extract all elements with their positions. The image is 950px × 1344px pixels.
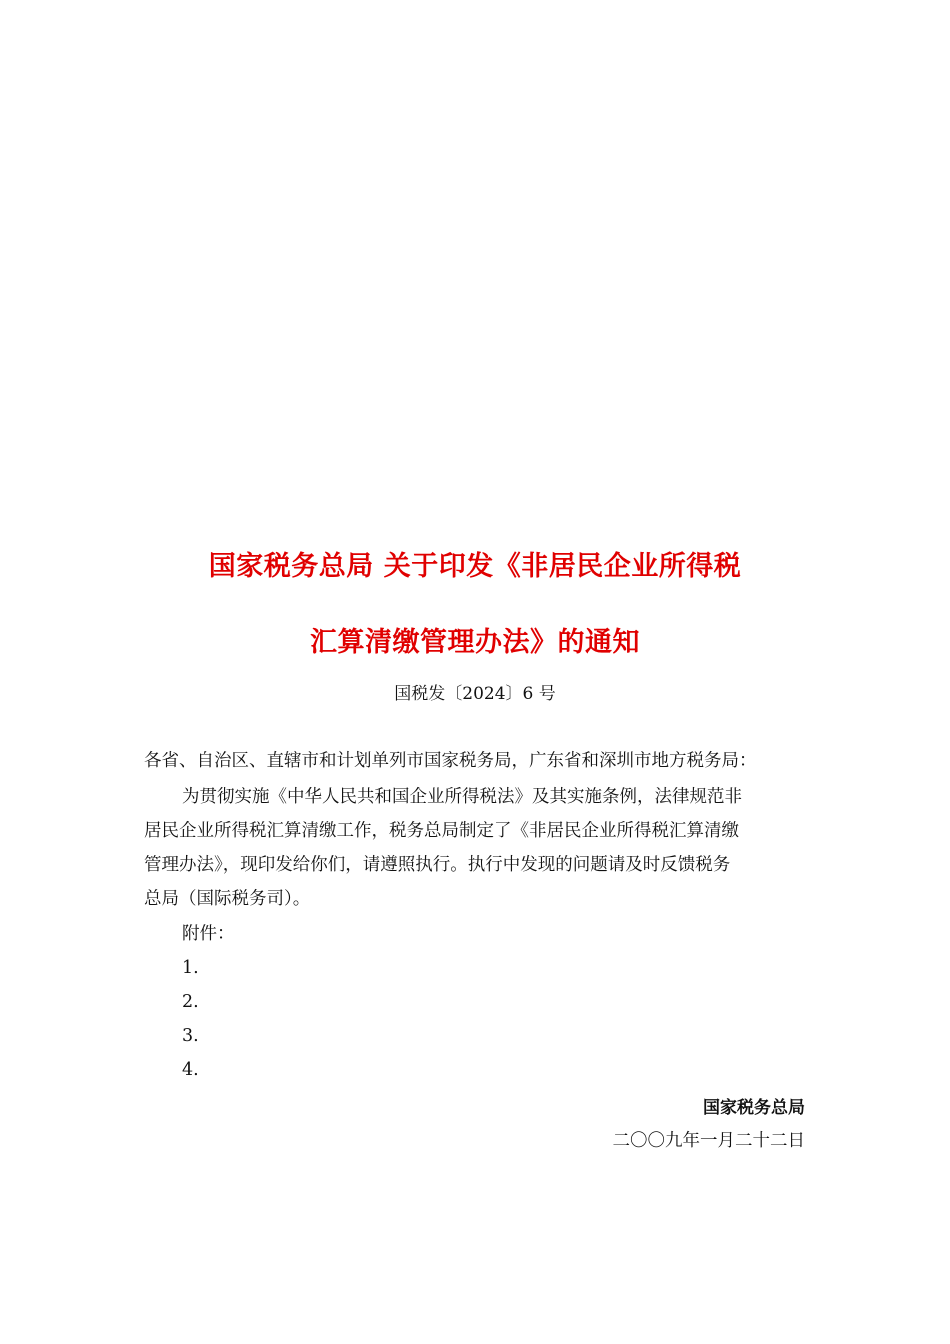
issue-date: 二〇〇九年一月二十二日	[612, 1131, 805, 1151]
body-line-3: 管理办法》，现印发给你们，请遵照执行。执行中发现的问题请及时反馈税务	[144, 855, 731, 875]
document-title-line-2: 汇算清缴管理办法》的通知	[310, 627, 640, 658]
attachments-label: 附件：	[182, 924, 235, 944]
salutation: 各省、自治区、直辖市和计划单列市国家税务局，广东省和深圳市地方税务局：	[144, 751, 757, 771]
issuer-signature: 国家税务总局	[703, 1098, 805, 1118]
document-number: 国税发〔2024〕6 号	[394, 684, 556, 704]
body-line-1: 为贯彻实施《中华人民共和国企业所得税法》及其实施条例，法律规范非	[182, 787, 742, 807]
body-line-4: 总局（国际税务司）。	[144, 889, 311, 909]
attachment-item-2: 2.	[182, 992, 199, 1012]
document-title-line-1: 国家税务总局 关于印发《非居民企业所得税	[208, 551, 742, 582]
attachment-item-3: 3.	[182, 1026, 199, 1046]
attachment-item-1: 1.	[182, 958, 199, 978]
attachment-item-4: 4.	[182, 1060, 199, 1080]
body-line-2: 居民企业所得税汇算清缴工作，税务总局制定了《非居民企业所得税汇算清缴	[144, 821, 739, 841]
